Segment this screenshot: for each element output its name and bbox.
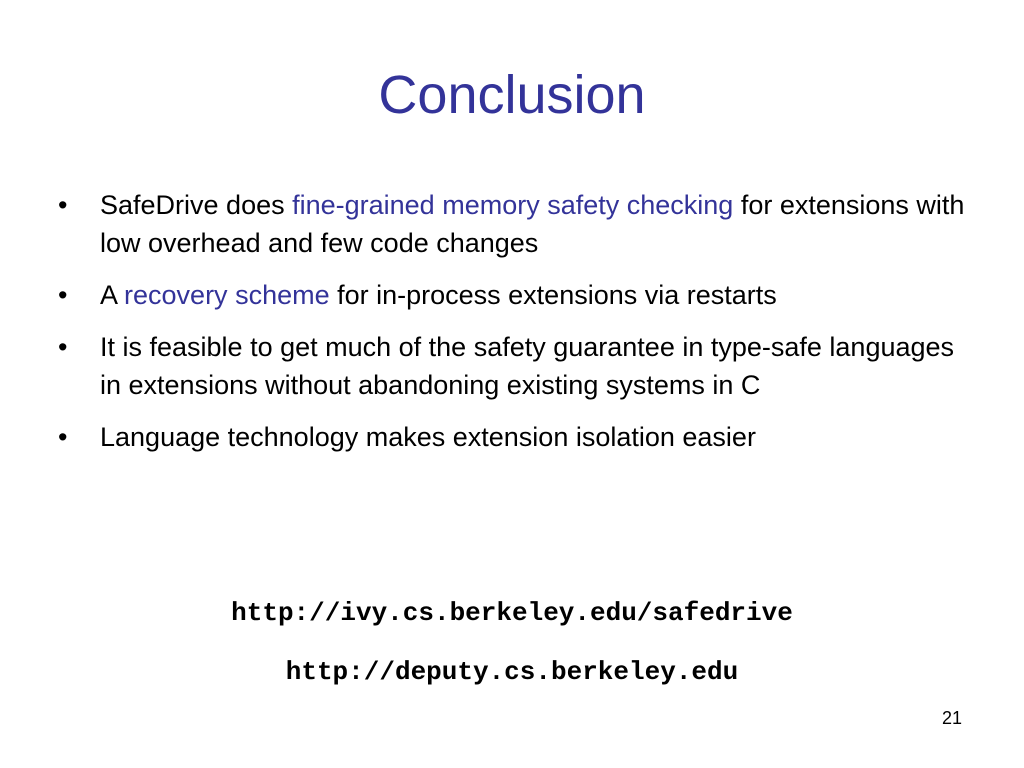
bullet-text: It is feasible to get much of the safety guarantee in type-safe languages in extensions without abandoning existing systems in C xyxy=(100,332,955,400)
bullet-item xyxy=(58,328,978,404)
bullet-item xyxy=(58,418,978,456)
bullet-text: A xyxy=(100,280,125,310)
bullet-text: SafeDrive does xyxy=(100,190,293,220)
bullet-marker: • xyxy=(58,190,68,220)
highlight-text: recovery scheme xyxy=(124,280,330,310)
bullet-text: for extensions with low overhead and few code changes xyxy=(100,190,965,258)
slide-title: Conclusion xyxy=(378,65,646,125)
bullet-item xyxy=(58,186,978,262)
bullet-marker: • xyxy=(58,332,68,362)
deputy-link: http://deputy.cs.berkeley.edu xyxy=(285,657,739,687)
bullet-list xyxy=(58,186,978,470)
bullet-item xyxy=(58,276,978,314)
bullet-text: for in-process extensions via restarts xyxy=(329,280,777,310)
highlight-text: fine-grained memory safety checking xyxy=(292,190,734,220)
bullet-marker: • xyxy=(58,280,68,310)
bullet-marker: • xyxy=(58,422,68,452)
page-number: 21 xyxy=(941,708,962,728)
safedrive-link: http://ivy.cs.berkeley.edu/safedrive xyxy=(231,598,793,628)
bullet-text: Language technology makes extension isolation easier xyxy=(100,422,756,452)
